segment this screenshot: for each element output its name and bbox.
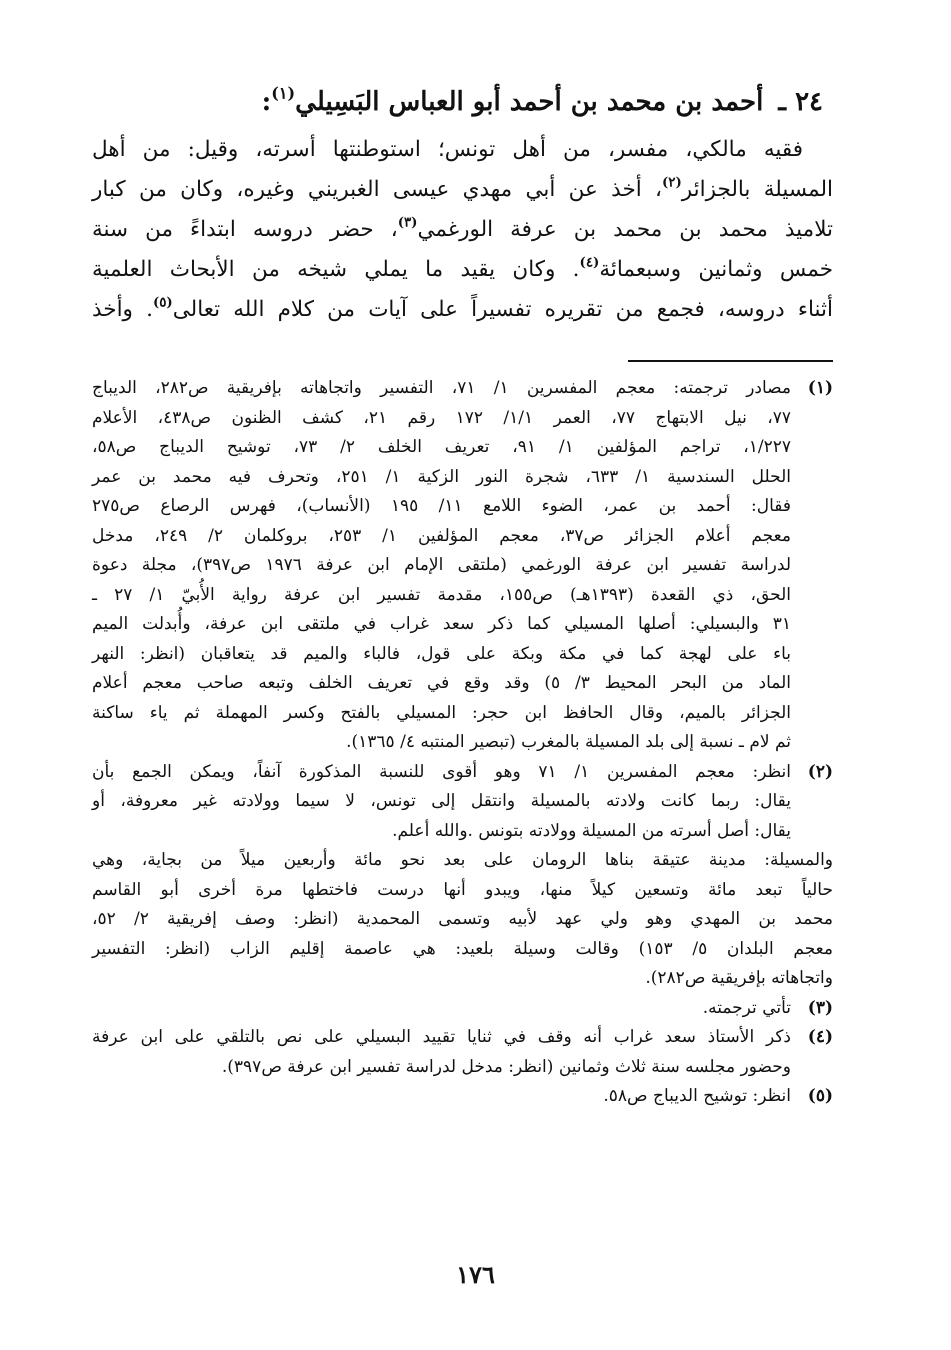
footnote-line: والمسيلة: مدينة عتيقة بناها الرومان على بعد نحو مائة وأربعين ميلاً من بجاية، وهي	[92, 850, 833, 870]
body-line: خمس وثمانين وسبعمائة$^{(٤)}$. وكان يقيد ما يملي شيخه من الأبحاث العلمية	[92, 254, 834, 282]
footnote-ref[interactable]: (٢)	[661, 174, 682, 191]
footnote-line: معجم أعلام الجزائر ص٣٧، معجم المؤلفين ١/ ٢٥٣، بروكلمان ٢/ ٢٤٩، مدخل	[92, 525, 791, 546]
body-line: تلاميذ محمد بن محمد بن عرفة الورغمي$^{(٣)}$، حضر دروسه ابتداءً من سنة	[92, 214, 834, 242]
body-line: المسيلة بالجزائر$^{(٢)}$، أخذ عن أبي مهدي عيسى الغبريني وغيره، وكان من كبار	[92, 174, 833, 202]
footnote-line: محمد بن المهدي وهو ولي عهد لأبيه وتسمى المحمدية (انظر: وصف إفريقية ٢/ ٥٢،	[92, 909, 834, 929]
footnote-line: الجزائر بالميم، وقال الحافظ ابن حجر: المسيلي بالفتح وكسر المهملة ثم ياء ساكنة	[92, 702, 791, 723]
footnote-line: الحلل السندسية ١/ ٦٣٣، شجرة النور الزكية ١/ ٢٥١، وتحرف فيه محمد بن عمر	[92, 466, 791, 487]
footnote-1	[92, 374, 833, 758]
footnote-line: ٧٧، نيل الابتهاج ٧٧، العمر ١/١/ ١٧٢ رقم ٢١، كشف الظنون ص٤٣٨، الأعلام	[92, 407, 792, 428]
footnote-line: ثم لام ـ نسبة إلى بلد المسيلة بالمغرب (تبصير المنتبه ٤/ ١٣٦٥).	[346, 732, 791, 752]
footnote-label: (٣)	[807, 997, 833, 1018]
body-line: فقيه مالكي، مفسر، من أهل تونس؛ استوطنتها أسرته، وقيل: من أهل	[92, 137, 803, 162]
footnote-line: حالياً تبعد مائة وتسعين كيلاً منها، ويبدو أنها درست فاختطها مرة أخرى أبو القاسم	[92, 879, 833, 900]
footnote-label: (٢)	[807, 761, 833, 782]
page-number: ١٧٦	[456, 1260, 495, 1289]
footnote-line: الماد من البحر المحيط ٣/ ٥) وقد وقع في تعريف الخلف وتبعه صاحب معجم أعلام	[92, 673, 791, 693]
footnote-3	[92, 994, 833, 1024]
footnote-line: باء على لهجة كما في مكة وبكة على قول، فالباء والميم قد يتعاقبان (انظر: النهر	[92, 643, 791, 664]
footnote-ref[interactable]: (٥)	[152, 294, 173, 311]
footnote-line: معجم البلدان ٥/ ١٥٣) وقالت وسيلة بلعيد: هي عاصمة إقليم الزاب (انظر: التفسير	[92, 938, 833, 959]
footnote-4	[92, 1023, 833, 1082]
footnote-ref[interactable]: (٣)	[397, 214, 418, 231]
footnote-line: يقال: أصل أسرته من المسيلة وولادته بتونس .والله أعلم.	[392, 820, 791, 841]
footnote-2	[92, 758, 833, 847]
footnote-label: (٥)	[807, 1086, 833, 1106]
footnote-ref[interactable]: (٤)	[579, 254, 600, 271]
footnote-label: (١)	[807, 378, 833, 398]
footnote-line: واتجاهاته بإفريقية ص٢٨٢).	[645, 968, 833, 988]
entry-name: أحمد بن محمد بن أحمد أبو العباس البَسِيلي	[295, 87, 764, 117]
footnote-line: انظر: معجم المفسرين ١/ ٧١ وهو أقوى للنسبة المذكورة آنفاً، ويمكن الجمع بأن	[92, 761, 791, 782]
footnote-line: وحضور مجلسه سنة ثلاث وثمانين (انظر: مدخل لدراسة تفسير ابن عرفة ص٣٩٧).	[221, 1056, 791, 1077]
footnote-line: الحق، ذي القعدة (١٣٩٣هـ) ص١٥٥، مقدمة تفسير ابن عرفة رواية الأُبيّ ١/ ٢٧ ـ	[92, 584, 791, 605]
footnote-separator	[628, 360, 833, 362]
footnote-line: يقال: ربما كانت ولادته بالمسيلة وانتقل إلى تونس، لا سيما وولادته غير معروفة، أو	[92, 791, 791, 811]
footnote-line: مصادر ترجمته: معجم المفسرين ١/ ٧١، التفسير واتجاهاته بإفريقية ص٢٨٢، الديباج	[92, 378, 791, 398]
footnote-line: ١/٢٢٧، تراجم المؤلفين ١/ ٩١، تعريف الخلف ٢/ ٧٣، توشيح الديباج ص٥٨،	[92, 437, 792, 457]
footnote-5	[92, 1082, 833, 1112]
footnote-line: تأتي ترجمته.	[702, 997, 791, 1018]
entry-body	[92, 130, 833, 330]
footnote-line: انظر: توشيح الديباج ص٥٨.	[603, 1086, 791, 1106]
footnote-2-continuation	[92, 846, 833, 994]
footnotes	[92, 374, 833, 1112]
footnote-line: ذكر الأستاذ سعد غراب أنه وقف في ثنايا تقييد البسيلي على نص بالتلقي على ابن عرفة	[92, 1027, 791, 1047]
footnote-label: (٤)	[807, 1027, 833, 1047]
footnote-line: فقال: أحمد بن عمر، الضوء اللامع ١١/ ١٩٥ (الأنساب)، فهرس الرصاع ص٢٧٥	[92, 496, 791, 516]
body-line: أثناء دروسه، فجمع من تقريره تفسيراً على آيات من كلام الله تعالى$^{(٥)}$. وأخذ	[92, 294, 833, 322]
footnote-ref[interactable]: (١)	[271, 83, 296, 103]
entry-title: ٢٤ ـ أحمد بن محمد بن أحمد أبو العباس البَسِيلي$^{(١)}$:	[261, 83, 823, 117]
footnote-line: ٣١ والبسيلي: أصلها المسيلي كما ذكر سعد غراب في ملتقى ابن عرفة، وأُبدلت الميم	[92, 614, 791, 634]
entry-number: ٢٤ ـ	[778, 87, 823, 117]
footnote-line: لدراسة تفسير ابن عرفة الورغمي (ملتقى الإمام ابن عرفة ١٩٧٦ ص٣٩٧)، مجلة دعوة	[92, 555, 791, 575]
